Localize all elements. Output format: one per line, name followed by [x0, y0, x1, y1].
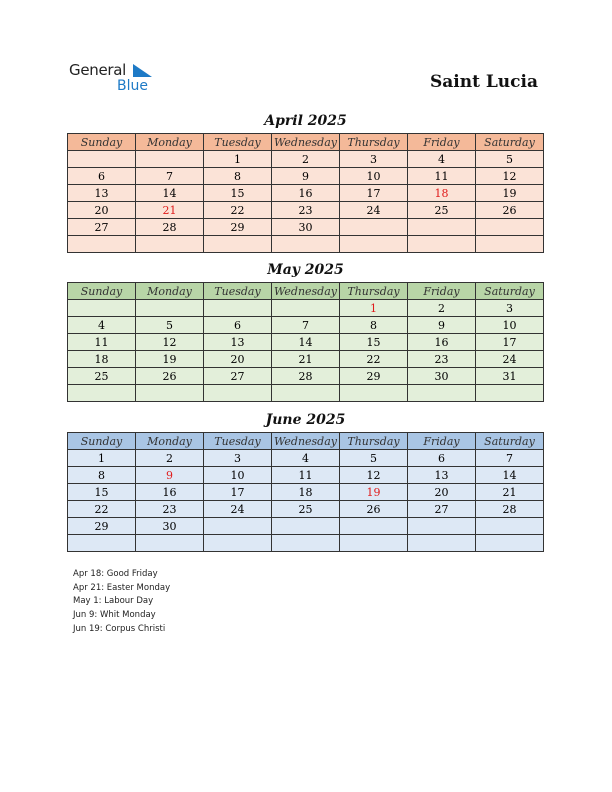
calendar-june: [67, 432, 544, 552]
weekday-header: Sunday: [68, 433, 136, 450]
weekday-header: Friday: [408, 134, 476, 151]
day-cell: [272, 385, 340, 402]
holiday-item: Jun 9: Whit Monday: [73, 610, 156, 621]
week-row: [68, 385, 544, 402]
day-cell: 11: [272, 467, 340, 484]
weekday-header: Monday: [136, 283, 204, 300]
weekday-header: Wednesday: [272, 134, 340, 151]
week-row: [68, 151, 544, 168]
day-cell: 10: [340, 168, 408, 185]
day-cell: [68, 535, 136, 552]
day-cell: 17: [340, 185, 408, 202]
day-cell: [136, 236, 204, 253]
day-cell: 5: [136, 317, 204, 334]
day-cell: [408, 385, 476, 402]
day-cell: 16: [408, 334, 476, 351]
weekday-header: Tuesday: [204, 134, 272, 151]
day-cell: 10: [204, 467, 272, 484]
month-title-april: April 2025: [264, 113, 347, 129]
day-cell: [408, 535, 476, 552]
week-row: [68, 168, 544, 185]
day-cell: 25: [408, 202, 476, 219]
holiday-item: Apr 21: Easter Monday: [73, 582, 171, 593]
day-cell: [272, 300, 340, 317]
weekday-header: Wednesday: [272, 283, 340, 300]
day-cell: [408, 219, 476, 236]
day-cell: [340, 535, 408, 552]
day-cell: [204, 518, 272, 535]
day-cell: [340, 219, 408, 236]
day-cell: 4: [272, 450, 340, 467]
day-cell: [204, 300, 272, 317]
day-cell: [408, 518, 476, 535]
day-cell: 21: [272, 351, 340, 368]
day-cell: 22: [340, 351, 408, 368]
week-row: [68, 185, 544, 202]
month-title-june: June 2025: [265, 412, 346, 428]
day-cell: [272, 236, 340, 253]
day-cell: 8: [340, 317, 408, 334]
logo-text-blue: Blue: [117, 78, 148, 94]
week-row: [68, 317, 544, 334]
day-cell: 14: [136, 185, 204, 202]
day-cell: [476, 535, 544, 552]
week-row: [68, 351, 544, 368]
day-cell: 18: [272, 484, 340, 501]
day-cell: 6: [408, 450, 476, 467]
calendar-may: [67, 282, 544, 402]
day-cell: [272, 518, 340, 535]
holiday-item: May 1: Labour Day: [73, 596, 154, 607]
day-cell: 1: [68, 450, 136, 467]
weekday-header: Sunday: [68, 134, 136, 151]
day-cell: 2: [272, 151, 340, 168]
day-cell: 29: [68, 518, 136, 535]
day-cell: 20: [204, 351, 272, 368]
day-cell: 16: [136, 484, 204, 501]
day-cell: 27: [68, 219, 136, 236]
day-cell: 26: [476, 202, 544, 219]
weekday-header-row: [68, 134, 544, 151]
weekday-header: Tuesday: [204, 433, 272, 450]
calendar-april: [67, 133, 544, 253]
week-row: [68, 300, 544, 317]
day-cell: 29: [340, 368, 408, 385]
day-cell: 22: [204, 202, 272, 219]
day-cell: [68, 300, 136, 317]
weekday-header: Friday: [408, 283, 476, 300]
day-cell: [272, 535, 340, 552]
day-cell: 19: [340, 484, 408, 501]
day-cell: 20: [68, 202, 136, 219]
day-cell: 15: [340, 334, 408, 351]
day-cell: 9: [272, 168, 340, 185]
week-row: [68, 368, 544, 385]
day-cell: 13: [204, 334, 272, 351]
holiday-item: Jun 19: Corpus Christi: [73, 623, 166, 634]
day-cell: 4: [68, 317, 136, 334]
weekday-header-row: [68, 433, 544, 450]
day-cell: 15: [68, 484, 136, 501]
day-cell: 1: [204, 151, 272, 168]
weekday-header: Sunday: [68, 283, 136, 300]
country-title: Saint Lucia: [429, 72, 538, 92]
weekday-header: Wednesday: [272, 433, 340, 450]
weekday-header: Friday: [408, 433, 476, 450]
day-cell: 30: [272, 219, 340, 236]
day-cell: 7: [136, 168, 204, 185]
week-row: [68, 467, 544, 484]
day-cell: 6: [68, 168, 136, 185]
holiday-item: Apr 18: Good Friday: [73, 569, 158, 579]
day-cell: 23: [272, 202, 340, 219]
day-cell: 8: [68, 467, 136, 484]
day-cell: [68, 385, 136, 402]
day-cell: 13: [68, 185, 136, 202]
day-cell: 24: [340, 202, 408, 219]
day-cell: 12: [340, 467, 408, 484]
day-cell: [408, 236, 476, 253]
day-cell: 17: [204, 484, 272, 501]
day-cell: 27: [408, 501, 476, 518]
day-cell: 24: [204, 501, 272, 518]
weekday-header: Saturday: [476, 134, 544, 151]
day-cell: 7: [476, 450, 544, 467]
day-cell: 2: [136, 450, 204, 467]
day-cell: 21: [476, 484, 544, 501]
day-cell: 23: [136, 501, 204, 518]
day-cell: [136, 385, 204, 402]
day-cell: 10: [476, 317, 544, 334]
day-cell: 7: [272, 317, 340, 334]
week-row: [68, 334, 544, 351]
day-cell: 12: [136, 334, 204, 351]
day-cell: [476, 518, 544, 535]
weekday-header: Monday: [136, 134, 204, 151]
week-row: [68, 535, 544, 552]
day-cell: 8: [204, 168, 272, 185]
logo-text-general: General: [69, 61, 127, 79]
weekday-header: Monday: [136, 433, 204, 450]
day-cell: 11: [68, 334, 136, 351]
day-cell: 25: [272, 501, 340, 518]
day-cell: 6: [204, 317, 272, 334]
day-cell: 9: [408, 317, 476, 334]
weekday-header: Saturday: [476, 283, 544, 300]
weekday-header: Saturday: [476, 433, 544, 450]
day-cell: [476, 219, 544, 236]
day-cell: 19: [476, 185, 544, 202]
day-cell: [476, 236, 544, 253]
week-row: [68, 202, 544, 219]
day-cell: 26: [340, 501, 408, 518]
day-cell: 3: [204, 450, 272, 467]
day-cell: 5: [340, 450, 408, 467]
day-cell: [204, 535, 272, 552]
day-cell: 19: [136, 351, 204, 368]
week-row: [68, 219, 544, 236]
day-cell: 1: [340, 300, 408, 317]
week-row: [68, 484, 544, 501]
day-cell: 27: [204, 368, 272, 385]
day-cell: 30: [136, 518, 204, 535]
day-cell: 28: [272, 368, 340, 385]
day-cell: 17: [476, 334, 544, 351]
day-cell: 28: [136, 219, 204, 236]
day-cell: 2: [408, 300, 476, 317]
day-cell: 18: [68, 351, 136, 368]
day-cell: [476, 385, 544, 402]
day-cell: 13: [408, 467, 476, 484]
weekday-header: Thursday: [340, 283, 408, 300]
day-cell: 28: [476, 501, 544, 518]
day-cell: [204, 236, 272, 253]
day-cell: 22: [68, 501, 136, 518]
day-cell: 21: [136, 202, 204, 219]
week-row: [68, 236, 544, 253]
day-cell: [340, 236, 408, 253]
day-cell: [136, 300, 204, 317]
day-cell: [136, 535, 204, 552]
day-cell: [204, 385, 272, 402]
day-cell: 25: [68, 368, 136, 385]
logo-flag-icon: [133, 64, 153, 78]
day-cell: 3: [340, 151, 408, 168]
day-cell: [340, 518, 408, 535]
generalblue-logo: [69, 61, 159, 95]
day-cell: 15: [204, 185, 272, 202]
day-cell: 3: [476, 300, 544, 317]
month-title-may: May 2025: [267, 262, 344, 278]
day-cell: [340, 385, 408, 402]
weekday-header: Tuesday: [204, 283, 272, 300]
day-cell: [68, 236, 136, 253]
weekday-header: Thursday: [340, 134, 408, 151]
day-cell: 18: [408, 185, 476, 202]
day-cell: 4: [408, 151, 476, 168]
day-cell: 31: [476, 368, 544, 385]
day-cell: 16: [272, 185, 340, 202]
day-cell: 26: [136, 368, 204, 385]
week-row: [68, 450, 544, 467]
day-cell: 20: [408, 484, 476, 501]
day-cell: 23: [408, 351, 476, 368]
day-cell: 5: [476, 151, 544, 168]
weekday-header-row: [68, 283, 544, 300]
day-cell: 9: [136, 467, 204, 484]
day-cell: [68, 151, 136, 168]
day-cell: 11: [408, 168, 476, 185]
day-cell: 14: [476, 467, 544, 484]
holiday-list: [73, 568, 170, 637]
day-cell: 14: [272, 334, 340, 351]
day-cell: 12: [476, 168, 544, 185]
day-cell: [136, 151, 204, 168]
day-cell: 29: [204, 219, 272, 236]
week-row: [68, 518, 544, 535]
day-cell: 30: [408, 368, 476, 385]
week-row: [68, 501, 544, 518]
day-cell: 24: [476, 351, 544, 368]
weekday-header: Thursday: [340, 433, 408, 450]
